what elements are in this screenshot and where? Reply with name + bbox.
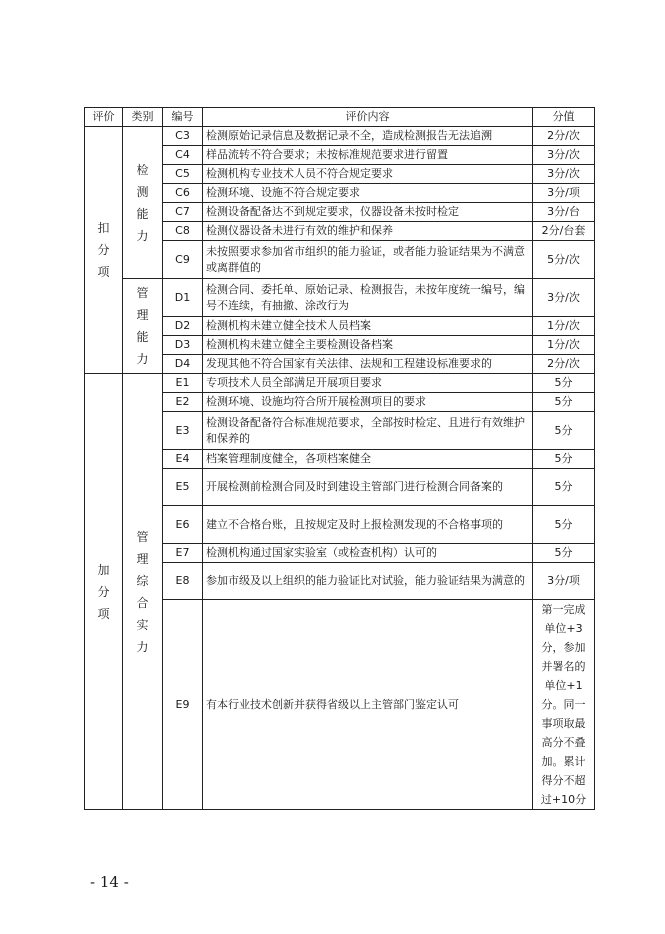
row-content: 检测环境、设施不符合规定要求: [203, 184, 533, 203]
table-row: [85, 279, 595, 317]
group-label-management: 管理能力: [123, 279, 163, 374]
row-score: 3分/项: [533, 184, 595, 203]
row-code: C3: [163, 127, 203, 146]
row-code: E8: [163, 563, 203, 600]
row-score: 5分: [533, 544, 595, 563]
section-label-deduct: 扣分项: [85, 127, 123, 374]
row-content: 检测仪器设备未进行有效的维护和保养: [203, 222, 533, 241]
row-code: C5: [163, 165, 203, 184]
row-code: E2: [163, 393, 203, 412]
row-content: 检测机构专业技术人员不符合规定要求: [203, 165, 533, 184]
table-header-row: [85, 108, 595, 127]
header-eval: 评价: [85, 108, 123, 127]
row-score: 3分/次: [533, 279, 595, 317]
table-row: [85, 127, 595, 146]
row-content: 发现其他不符合国家有关法律、法规和工程建设标准要求的: [203, 355, 533, 374]
table-row: [85, 374, 595, 393]
row-code: E6: [163, 506, 203, 544]
row-content: 参加市级及以上组织的能力验证比对试验，能力验证结果为满意的: [203, 563, 533, 600]
row-content: 检测机构未建立健全技术人员档案: [203, 317, 533, 336]
row-content: 未按照要求参加省市组织的能力验证，或者能力验证结果为不满意或离群值的: [203, 241, 533, 279]
group-label-detection: 检测能力: [123, 127, 163, 279]
row-content: 检测设备配备符合标准规范要求，全部按时检定、且进行有效维护和保养的: [203, 412, 533, 450]
page-number: - 14 -: [90, 873, 129, 891]
row-score: 2分/台套: [533, 222, 595, 241]
row-content: 检测原始记录信息及数据记录不全，造成检测报告无法追溯: [203, 127, 533, 146]
evaluation-table: [84, 107, 595, 810]
header-category: 类别: [123, 108, 163, 127]
row-score: 2分/次: [533, 127, 595, 146]
header-code: 编号: [163, 108, 203, 127]
row-content: 检测设备配备达不到规定要求，仪器设备未按时检定: [203, 203, 533, 222]
row-code: E4: [163, 450, 203, 469]
row-content: 专项技术人员全部满足开展项目要求: [203, 374, 533, 393]
row-code: E1: [163, 374, 203, 393]
row-score: 5分: [533, 469, 595, 506]
row-score: 5分: [533, 412, 595, 450]
header-content: 评价内容: [203, 108, 533, 127]
row-code: E5: [163, 469, 203, 506]
row-code: E9: [163, 600, 203, 810]
row-code: D4: [163, 355, 203, 374]
row-code: C7: [163, 203, 203, 222]
row-code: D1: [163, 279, 203, 317]
row-score: 3分/项: [533, 563, 595, 600]
row-content: 建立不合格台账，且按规定及时上报检测发现的不合格事项的: [203, 506, 533, 544]
group-label-comprehensive: 管理综合实力: [123, 374, 163, 810]
row-score: 5分: [533, 506, 595, 544]
row-content: 有本行业技术创新并获得省级以上主管部门鉴定认可: [203, 600, 533, 810]
row-content: 检测合同、委托单、原始记录、检测报告，未按年度统一编号，编号不连续，有抽撤、涂改行为: [203, 279, 533, 317]
row-code: C9: [163, 241, 203, 279]
row-content: 检测机构未建立健全主要检测设备档案: [203, 336, 533, 355]
row-code: C8: [163, 222, 203, 241]
row-score: 5分: [533, 450, 595, 469]
row-content: 检测环境、设施均符合所开展检测项目的要求: [203, 393, 533, 412]
row-score: 1分/次: [533, 336, 595, 355]
section-label-bonus: 加分项: [85, 374, 123, 810]
row-content: 开展检测前检测合同及时到建设主管部门进行检测合同备案的: [203, 469, 533, 506]
row-score: 3分/次: [533, 165, 595, 184]
row-score: 3分/次: [533, 146, 595, 165]
row-score: 5分: [533, 374, 595, 393]
row-code: D2: [163, 317, 203, 336]
row-score: 5分/次: [533, 241, 595, 279]
row-content: 检测机构通过国家实验室（或检查机构）认可的: [203, 544, 533, 563]
row-content: 样品流转不符合要求；未按标准规范要求进行留置: [203, 146, 533, 165]
row-score: 5分: [533, 393, 595, 412]
row-code: D3: [163, 336, 203, 355]
row-code: C6: [163, 184, 203, 203]
row-score: 第一完成单位+3分，参加并署名的单位+1分。同一事项取最高分不叠加。累计得分不超过+10分: [533, 600, 595, 810]
row-code: C4: [163, 146, 203, 165]
header-score: 分值: [533, 108, 595, 127]
row-code: E3: [163, 412, 203, 450]
row-code: E7: [163, 544, 203, 563]
row-score: 2分/次: [533, 355, 595, 374]
row-content: 档案管理制度健全，各项档案健全: [203, 450, 533, 469]
row-score: 1分/次: [533, 317, 595, 336]
row-score: 3分/台: [533, 203, 595, 222]
